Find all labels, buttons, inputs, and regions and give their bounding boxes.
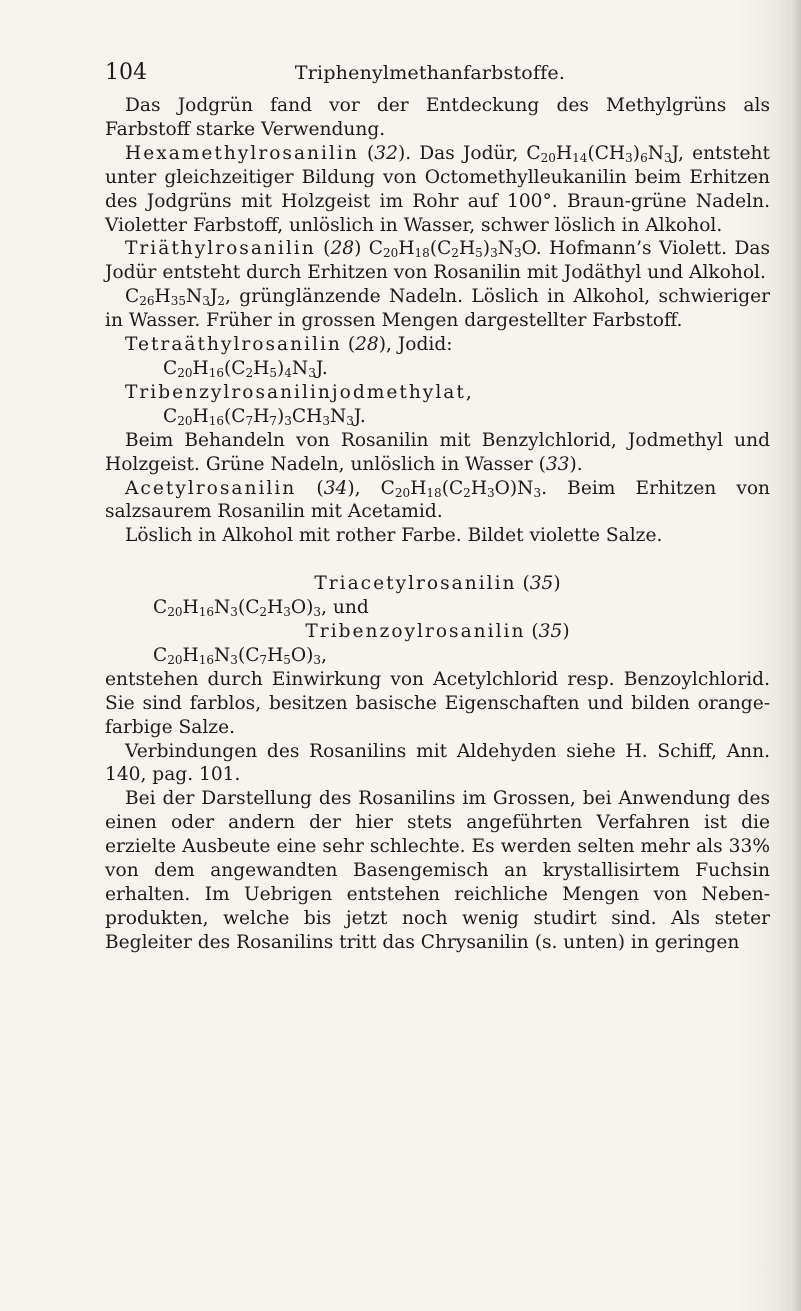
page-header	[105, 60, 755, 88]
paragraph: $C_{26}H_{35}N_3J_2$, grünglänzende Nadeln. Löslich in Alkohol, schwieriger in Wasser. Früher in grossen Mengen dargestellter Farbstoff.	[105, 286, 770, 332]
formula-line: $C_{20}H_{16}(C_7H_7)_3CH_3N_3J$.	[163, 405, 366, 428]
paragraph: Beim Behandeln von Rosanilin mit Benzylchlorid, Jodmethyl und Holzgeist. Grüne Nadeln, unlöslich in Wasser (33).	[105, 429, 770, 475]
paragraph: Triäthylrosanilin (28) $C_{20}H_{18}(C_2H_5)_3N_3O$. Hofmann’s Violett. Das Jodür entsteht durch Erhitzen von Rosanilin mit Jodäthyl und Alkohol.	[105, 238, 770, 284]
body-text	[105, 94, 770, 955]
paragraph: Tetraäthylrosanilin (28), Jodid:	[125, 334, 453, 356]
paragraph: Löslich in Alkohol mit rother Farbe. Bildet violette Salze.	[125, 525, 663, 547]
formula-line: $C_{20}H_{16}(C_2H_5)_4N_3J$.	[163, 357, 328, 380]
paragraph: Acetylrosanilin (34), $C_{20}H_{18}(C_2H_3O)N_3$. Beim Erhitzen von salzsaurem Rosanilin mit Acetamid.	[105, 477, 770, 523]
page-number: 104	[105, 60, 147, 85]
paragraph: Bei der Darstellung des Rosanilins im Grossen, bei Anwendung des einen oder andern der hier stets angeführten Verfahren ist die erzielte Ausbeute eine sehr schlechte. Es werden selten mehr als 33% von dem angewandten Basengemisch an krystallisirtem Fuchsin erhalten. Im Uebrigen entstehen reichliche Mengen von Neben-produkten, welche bis jetzt noch wenig studirt sind. Als steter Begleiter des Rosanilins tritt das Chrysanilin (s. unten) in geringen	[105, 788, 770, 953]
paragraph: entstehen durch Einwirkung von Acetylchlorid resp. Benzoylchlorid. Sie sind farblos, besitzen basische Eigenschaften und bilden orange-farbige Salze.	[105, 668, 770, 738]
paragraph: Triacetylrosanilin (35)	[314, 573, 561, 595]
page-edge-shadow	[791, 0, 801, 1311]
running-title: Triphenylmethanfarbstoffe.	[294, 62, 566, 84]
paragraph: Verbindungen des Rosanilins mit Aldehyden siehe H. Schiff, Ann. 140, pag. 101.	[105, 740, 770, 786]
paragraph: Das Jodgrün fand vor der Entdeckung des Methylgrüns als Farbstoff starke Verwendung.	[105, 95, 770, 140]
section-gap	[105, 548, 770, 572]
paragraph: Tribenzoylrosanilin (35)	[305, 621, 570, 643]
paragraph: Hexamethylrosanilin (32). Das Jodür, $C_{20}H_{14}(CH_3)_6N_3J$, entsteht unter gleichzeitiger Bildung von Octomethylleukanilin beim Erhitzen des Jodgrüns mit Holzgeist im Rohr auf 100°. Braun-grüne Nadeln. Violetter Farbstoff, unlöslich in Wasser, schwer löslich in Alkohol.	[105, 142, 770, 236]
paragraph: Tribenzylrosanilinjodmethylat,	[125, 381, 472, 403]
formula-line: $C_{20}H_{16}N_3(C_2H_3O)_3$, und	[153, 597, 369, 620]
formula-line: $C_{20}H_{16}N_3(C_7H_5O)_3$,	[153, 644, 327, 667]
